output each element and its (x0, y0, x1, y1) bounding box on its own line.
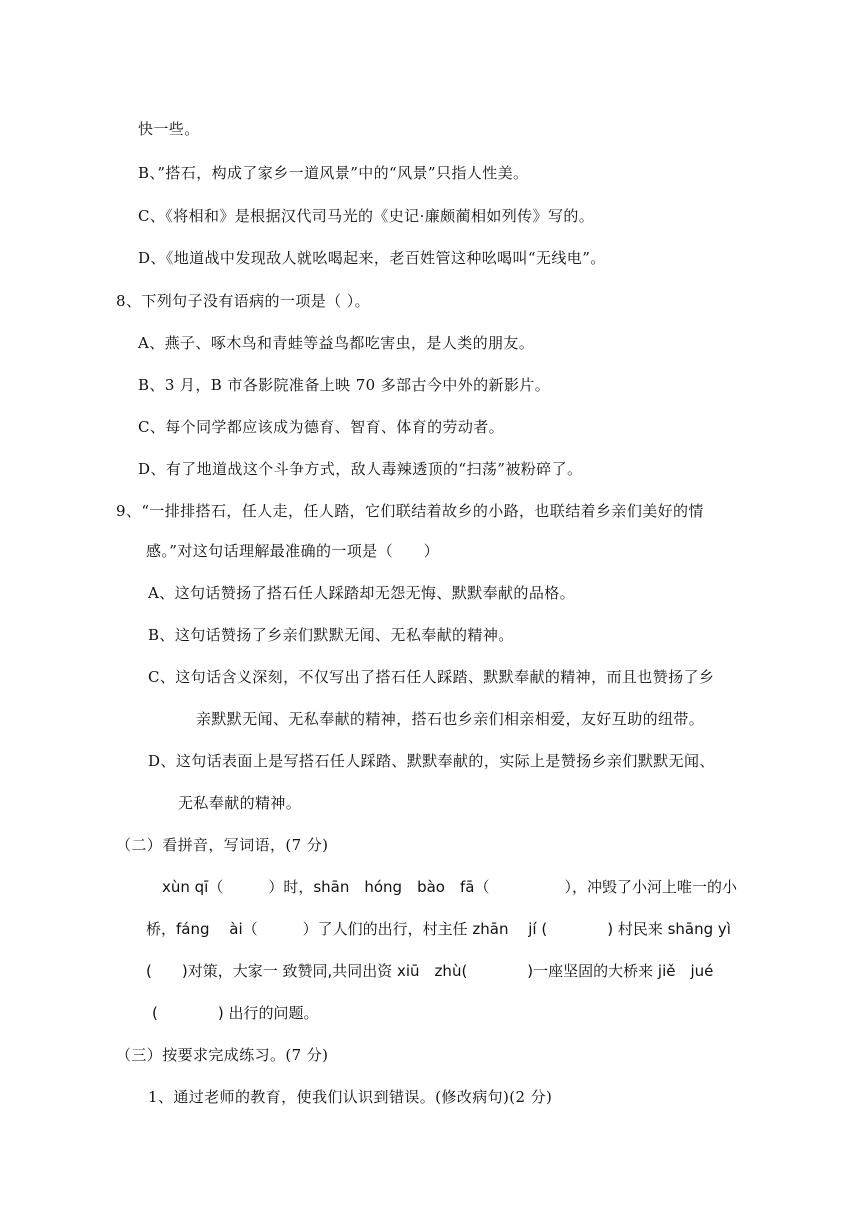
q7-option-d: D、《地道战中发现敌人就吆喝起来，老百姓管这种吆喝叫“无线电”。 (138, 249, 606, 267)
pinyin-line2: 桥，fáng ài（ ）了人们的出行，村主任 zhān jí ( ) 村民来 shāng yì (146, 920, 731, 938)
q8-option-b: B、3 月，B 市各影院准备上映 70 多部古今中外的新影片。 (138, 376, 551, 394)
section3-item1: 1、通过老师的教育，使我们认识到错误。(修改病句)(2 分) (148, 1088, 553, 1106)
section2-heading: （二）看拼音，写词语，(7 分) (116, 836, 329, 854)
q9-stem-line1: 9、“一排排搭石，任人走，任人踏，它们联结着故乡的小路，也联结着乡亲们美好的情 (116, 502, 704, 520)
q9-stem-line2: 感。”对这句话理解最准确的一项是（ ） (146, 542, 440, 560)
q9-option-b: B、这句话赞扬了乡亲们默默无闻、无私奉献的精神。 (148, 626, 514, 644)
q8-option-d: D、有了地道战这个斗争方式，敌人毒辣透顶的“扫荡”被粉碎了。 (138, 460, 583, 478)
q8-stem: 8、下列句子没有语病的一项是（ ）。 (116, 292, 371, 310)
q9-option-a: A、这句话赞扬了搭石任人踩踏却无怨无悔、默默奉献的品格。 (148, 584, 576, 602)
q7-option-c: C、《将相和》是根据汉代司马光的《史记·廉颇蔺相如列传》写的。 (138, 207, 595, 225)
pinyin-line4: ( ) 出行的问题。 (152, 1004, 319, 1022)
q8-option-a: A、燕子、啄木鸟和青蛙等益鸟都吃害虫，是人类的朋友。 (138, 334, 535, 352)
q7-option-b: B、”搭石，构成了家乡一道风景”中的“风景”只指人性美。 (138, 164, 529, 182)
q9-option-d-line2: 无私奉献的精神。 (178, 794, 302, 812)
q9-option-c-line1: C、这句话含义深刻，不仅写出了搭石任人踩踏、默默奉献的精神，而且也赞扬了乡 (148, 668, 715, 686)
q9-option-d-line1: D、这句话表面上是写搭石任人踩踏、默默奉献的，实际上是赞扬乡亲们默默无闻、 (148, 752, 715, 770)
q9-option-c-line2: 亲默默无闻、无私奉献的精神，搭石也乡亲们相亲相爱，友好互助的纽带。 (196, 710, 705, 728)
pinyin-line3: ( )对策，大家一 致赞同,共同出资 xiū zhù( )一座坚固的大桥来 jiě jué (146, 962, 714, 980)
q8-option-c: C、每个同学都应该成为德育、智育、体育的劳动者。 (138, 418, 505, 436)
q7-option-c-continuation: 快一些。 (138, 120, 200, 138)
pinyin-line1: xùn qī（ ）时，shān hóng bào fā（ ），冲毁了小河上唯一的小 (162, 878, 737, 896)
section3-heading: （三）按要求完成练习。(7 分) (116, 1046, 329, 1064)
